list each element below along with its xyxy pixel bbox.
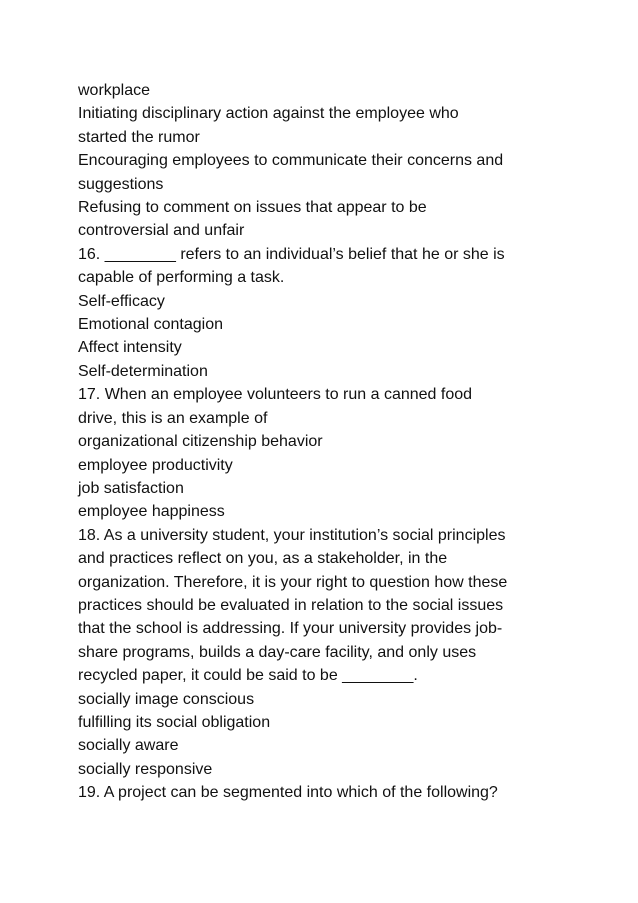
answer-option: socially responsive — [78, 760, 213, 778]
answer-option: Affect intensity — [78, 339, 182, 357]
text-line: suggestions — [78, 175, 164, 193]
answer-option: fulfilling its social obligation — [78, 713, 271, 731]
text-line: recycled paper, it could be said to be ________. — [78, 667, 418, 685]
answer-option: Self-determination — [78, 362, 208, 380]
text-line: organization. Therefore, it is your right to question how these — [78, 573, 508, 591]
text-line: controversial and unfair — [78, 222, 245, 240]
text-line: Encouraging employees to communicate their concerns and — [78, 152, 504, 170]
document-text-block — [78, 79, 578, 805]
text-line: started the rumor — [78, 128, 200, 146]
answer-option: job satisfaction — [78, 479, 184, 497]
answer-option: socially aware — [78, 737, 179, 755]
text-line: capable of performing a task. — [78, 269, 285, 287]
text-line: Refusing to comment on issues that appear to be — [78, 199, 427, 217]
text-line: that the school is addressing. If your university provides job- — [78, 620, 503, 638]
answer-option: Emotional contagion — [78, 316, 223, 334]
answer-option: organizational citizenship behavior — [78, 433, 323, 451]
text-line: drive, this is an example of — [78, 409, 268, 427]
question-18-line: 18. As a university student, your institution’s social principles — [78, 526, 506, 544]
answer-option: employee happiness — [78, 503, 225, 521]
answer-option: employee productivity — [78, 456, 233, 474]
text-line: workplace — [78, 82, 151, 99]
question-17-line: 17. When an employee volunteers to run a canned food — [78, 386, 473, 404]
text-line: share programs, builds a day-care facility, and only uses — [78, 643, 477, 661]
text-line: Initiating disciplinary action against the employee who — [78, 105, 459, 123]
answer-option: Self-efficacy — [78, 292, 165, 310]
text-line: practices should be evaluated in relation to the social issues — [78, 596, 504, 614]
question-16-line: 16. ________ refers to an individual’s belief that he or she is — [78, 245, 505, 263]
question-19-line: 19. A project can be segmented into which of the following? — [78, 784, 498, 802]
answer-option: socially image conscious — [78, 690, 255, 708]
text-line: and practices reflect on you, as a stakeholder, in the — [78, 550, 448, 568]
